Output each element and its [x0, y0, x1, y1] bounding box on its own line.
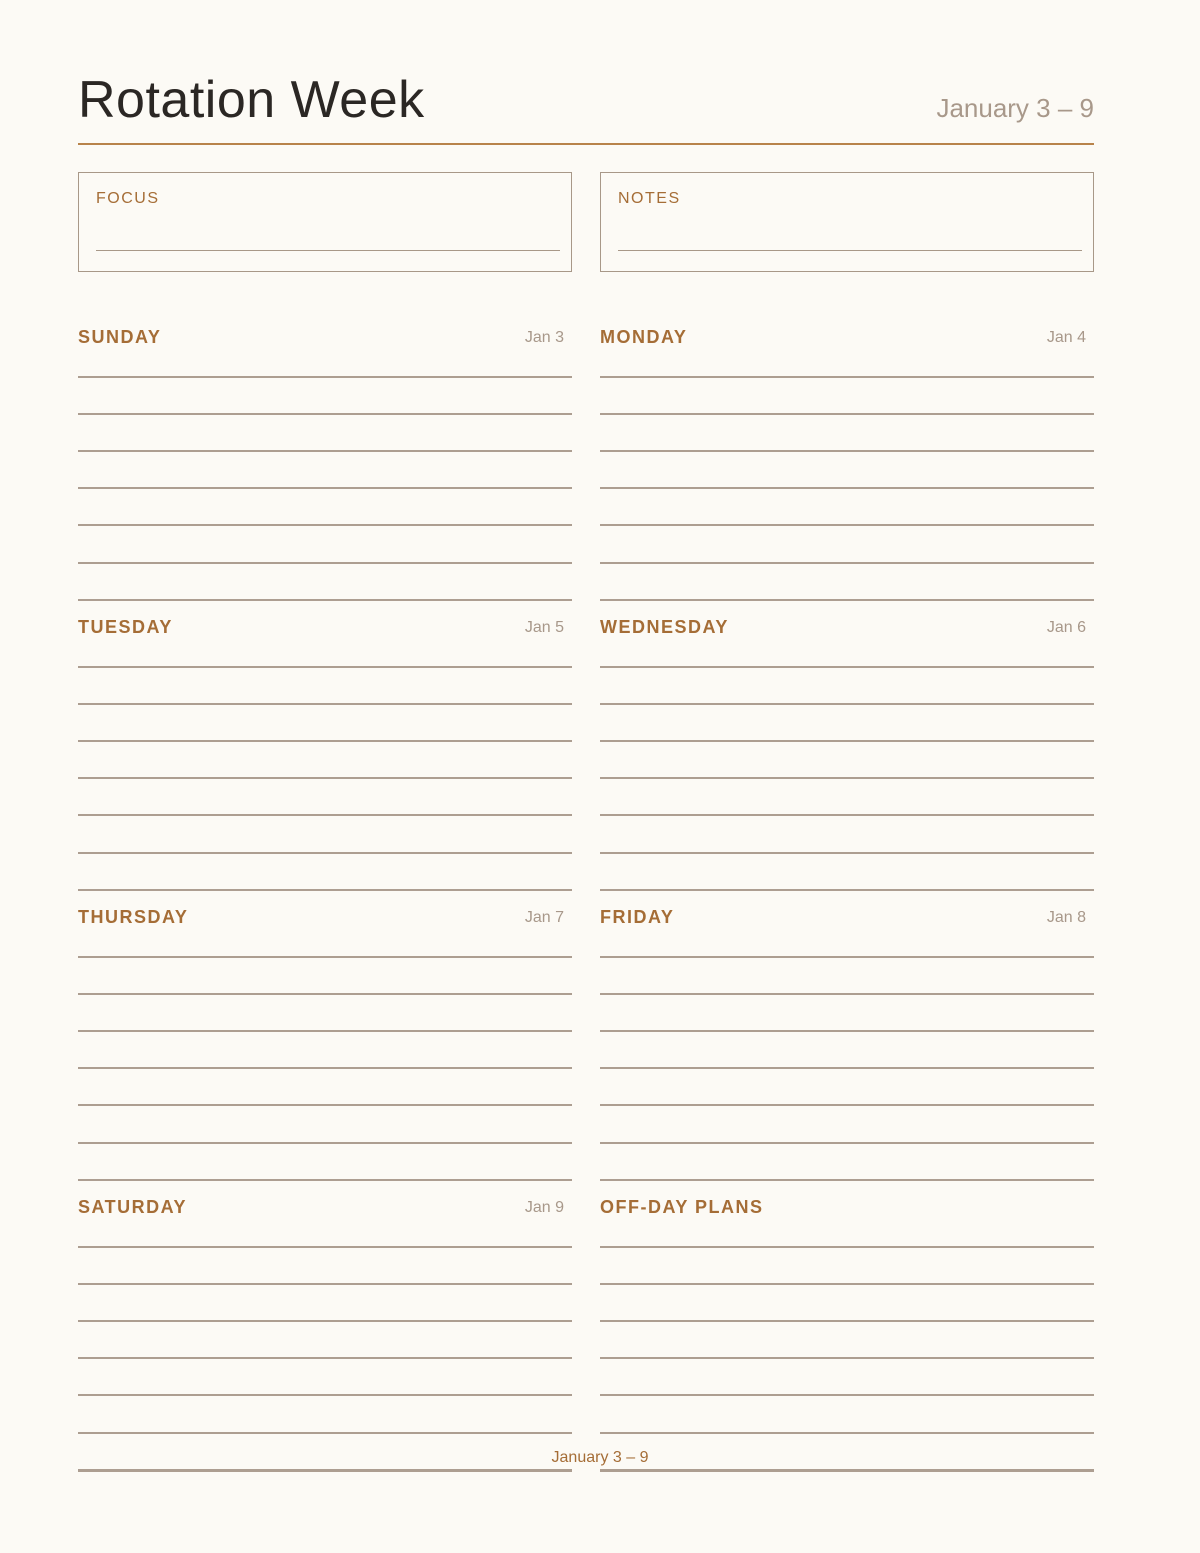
- day-name: TUESDAY: [78, 617, 173, 637]
- footer-line-right: [600, 1470, 1094, 1472]
- writing-line[interactable]: [600, 1357, 1094, 1359]
- writing-line[interactable]: [600, 1432, 1094, 1434]
- writing-line[interactable]: [600, 1246, 1094, 1248]
- day-name: WEDNESDAY: [600, 617, 729, 637]
- writing-line[interactable]: [600, 703, 1094, 705]
- writing-line[interactable]: [600, 666, 1094, 668]
- day-section-sunday[interactable]: [78, 310, 572, 600]
- writing-line[interactable]: [600, 993, 1094, 995]
- writing-line[interactable]: [600, 956, 1094, 958]
- writing-line[interactable]: [78, 956, 572, 958]
- day-section-off-day-plans[interactable]: [600, 1180, 1094, 1470]
- day-date: Jan 7: [524, 909, 564, 926]
- writing-line[interactable]: [600, 852, 1094, 854]
- writing-line[interactable]: [78, 1432, 572, 1434]
- day-name: SATURDAY: [78, 1197, 188, 1217]
- day-section-monday[interactable]: [600, 310, 1094, 600]
- writing-line[interactable]: [78, 740, 572, 742]
- notes-writing-line: [618, 250, 1082, 251]
- writing-line[interactable]: [78, 524, 572, 526]
- day-section-tuesday[interactable]: [78, 600, 572, 890]
- writing-line[interactable]: [78, 413, 572, 415]
- writing-line[interactable]: [78, 1283, 572, 1285]
- writing-line[interactable]: [78, 993, 572, 995]
- writing-line[interactable]: [78, 1030, 572, 1032]
- focus-box[interactable]: [78, 172, 572, 272]
- focus-writing-line: [96, 250, 560, 251]
- writing-line[interactable]: [78, 852, 572, 854]
- writing-line[interactable]: [78, 1246, 572, 1248]
- day-date: Jan 9: [524, 1199, 564, 1216]
- day-name: THURSDAY: [78, 907, 189, 927]
- day-date: Jan 5: [524, 619, 564, 636]
- writing-line[interactable]: [78, 1067, 572, 1069]
- page-title: Rotation Week: [78, 71, 425, 129]
- focus-label: FOCUS: [96, 190, 160, 207]
- writing-line[interactable]: [78, 814, 572, 816]
- header-divider: [78, 143, 1094, 145]
- writing-line[interactable]: [78, 487, 572, 489]
- writing-line[interactable]: [78, 777, 572, 779]
- writing-line[interactable]: [78, 1320, 572, 1322]
- writing-line[interactable]: [600, 524, 1094, 526]
- writing-line[interactable]: [600, 487, 1094, 489]
- day-section-wednesday[interactable]: [600, 600, 1094, 890]
- writing-line[interactable]: [600, 1394, 1094, 1396]
- footer-date-range: January 3 – 9: [551, 1449, 649, 1466]
- writing-line[interactable]: [600, 1104, 1094, 1106]
- writing-line[interactable]: [78, 1357, 572, 1359]
- writing-line[interactable]: [600, 1320, 1094, 1322]
- writing-line[interactable]: [600, 376, 1094, 378]
- writing-line[interactable]: [78, 562, 572, 564]
- day-name: MONDAY: [600, 327, 688, 347]
- writing-line[interactable]: [600, 450, 1094, 452]
- day-date: Jan 4: [1046, 329, 1086, 346]
- writing-line[interactable]: [600, 777, 1094, 779]
- day-date: Jan 8: [1046, 909, 1086, 926]
- writing-line[interactable]: [600, 1283, 1094, 1285]
- day-section-friday[interactable]: [600, 890, 1094, 1180]
- writing-line[interactable]: [78, 703, 572, 705]
- writing-line[interactable]: [600, 740, 1094, 742]
- writing-line[interactable]: [600, 1030, 1094, 1032]
- day-date: Jan 3: [524, 329, 564, 346]
- day-section-saturday[interactable]: [78, 1180, 572, 1470]
- writing-line[interactable]: [78, 1142, 572, 1144]
- day-name: FRIDAY: [600, 907, 675, 927]
- writing-line[interactable]: [78, 376, 572, 378]
- writing-line[interactable]: [78, 450, 572, 452]
- day-name: SUNDAY: [78, 327, 162, 347]
- notes-box[interactable]: [600, 172, 1094, 272]
- day-section-thursday[interactable]: [78, 890, 572, 1180]
- writing-line[interactable]: [600, 814, 1094, 816]
- writing-line[interactable]: [600, 413, 1094, 415]
- footer-line-left: [78, 1470, 572, 1472]
- day-date: Jan 6: [1046, 619, 1086, 636]
- writing-line[interactable]: [78, 666, 572, 668]
- writing-line[interactable]: [78, 1394, 572, 1396]
- writing-line[interactable]: [600, 1142, 1094, 1144]
- writing-line[interactable]: [600, 562, 1094, 564]
- writing-line[interactable]: [600, 1067, 1094, 1069]
- notes-label: NOTES: [618, 190, 681, 207]
- header-date-range: January 3 – 9: [936, 93, 1094, 123]
- writing-line[interactable]: [78, 1104, 572, 1106]
- day-name: OFF-DAY PLANS: [600, 1197, 764, 1217]
